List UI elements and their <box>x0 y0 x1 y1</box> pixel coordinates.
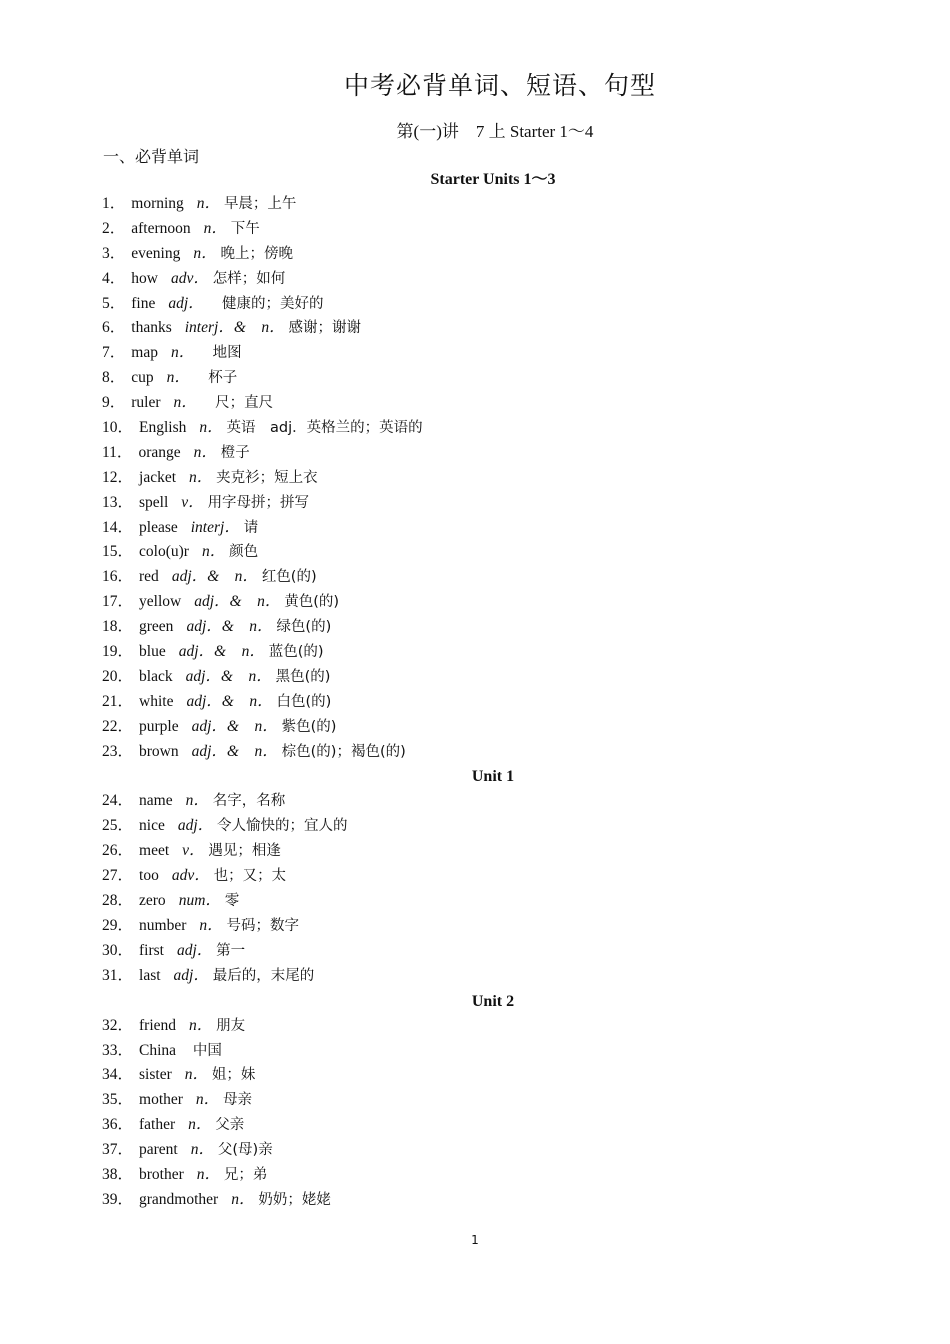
entry-word: jacket <box>139 468 177 486</box>
entry-number: 20． <box>102 667 134 685</box>
entry-word: blue <box>139 643 166 661</box>
vocabulary-entry <box>0 1088 950 1113</box>
entry-number: 7． <box>102 344 126 362</box>
entry-word: brother <box>139 1165 184 1183</box>
vocabulary-entry <box>0 217 950 242</box>
entry-meaning: 请 <box>243 519 259 536</box>
entry-word: English <box>139 419 187 437</box>
entry-meaning: 颜色 <box>229 544 259 561</box>
entry-meaning: 绿色(的) <box>276 619 332 636</box>
entry-part-of-speech: adj．& n． <box>186 692 273 710</box>
page-number: 1 <box>471 1233 479 1247</box>
vocabulary-entry <box>0 864 950 889</box>
entry-part-of-speech: v． <box>182 842 205 860</box>
vocabulary-entry <box>0 292 950 317</box>
entry-number: 11． <box>102 443 133 461</box>
document-title: 中考必背单词、短语、句型 <box>343 71 656 100</box>
entry-number: 10． <box>102 419 134 437</box>
entry-word: sister <box>139 1066 172 1084</box>
entry-part-of-speech: n． <box>199 916 223 934</box>
entry-number: 36． <box>102 1116 134 1134</box>
entry-meaning: 杯子 <box>193 370 238 387</box>
entry-number: 30． <box>102 941 134 959</box>
entry-word: evening <box>131 244 181 262</box>
vocabulary-entry <box>0 491 950 516</box>
vocabulary-entry <box>0 590 950 615</box>
entry-word: afternoon <box>131 219 191 237</box>
entry-number: 38． <box>102 1165 134 1183</box>
entry-part-of-speech: n． <box>189 468 213 486</box>
entry-meaning: 夹克衫；短上衣 <box>216 469 318 486</box>
entry-meaning: 地图 <box>198 345 242 362</box>
entry-word: red <box>139 568 159 586</box>
entry-word: too <box>139 867 159 885</box>
entry-part-of-speech: n． <box>193 443 217 461</box>
entry-word: last <box>139 966 161 984</box>
vocabulary-entry <box>0 466 950 491</box>
entry-number: 9． <box>102 394 126 412</box>
entry-part-of-speech: n． <box>184 1066 208 1084</box>
entry-number: 14． <box>102 518 134 536</box>
vocabulary-entry <box>0 839 950 864</box>
entry-number: 13． <box>102 493 134 511</box>
entry-meaning: 姐；妹 <box>211 1067 256 1084</box>
entry-number: 34． <box>102 1066 134 1084</box>
entry-word: morning <box>131 195 184 212</box>
entry-meaning: 白色(的) <box>276 693 332 710</box>
entry-part-of-speech: n． <box>196 1165 221 1183</box>
entry-word: map <box>131 344 158 362</box>
vocabulary-entry <box>0 1188 950 1213</box>
entry-part-of-speech: adj．& n． <box>191 717 278 735</box>
entry-number: 33． <box>102 1041 134 1059</box>
entry-word: colo(u)r <box>139 543 189 561</box>
vocabulary-entry <box>0 1039 950 1064</box>
vocabulary-entry <box>0 565 950 590</box>
vocabulary-entry <box>0 441 950 466</box>
entry-meaning: 母亲 <box>223 1092 253 1109</box>
vocabulary-entry <box>0 1063 950 1088</box>
entry-number: 3． <box>102 244 126 262</box>
vocabulary-entry <box>0 1014 950 1039</box>
entry-number: 35． <box>102 1091 134 1109</box>
entry-word: thanks <box>131 319 172 337</box>
entry-meaning: 英语 adj．英格兰的；英语的 <box>226 420 423 437</box>
entry-number: 23． <box>102 742 134 760</box>
entry-word: number <box>139 916 187 934</box>
entry-meaning: 父亲 <box>215 1117 245 1134</box>
entry-part-of-speech: n． <box>190 1141 215 1159</box>
vocabulary-entry <box>0 516 950 541</box>
entry-word: meet <box>139 842 170 860</box>
entry-number: 39． <box>102 1190 134 1208</box>
entry-number: 2． <box>102 219 126 237</box>
vocabulary-entry <box>0 615 950 640</box>
entry-part-of-speech: adv． <box>171 867 210 885</box>
entry-meaning: 中国 <box>192 1042 222 1059</box>
entry-number: 18． <box>102 618 134 636</box>
entry-number: 31． <box>102 966 134 984</box>
entry-meaning: 朋友 <box>216 1017 246 1034</box>
entry-word: mother <box>139 1091 183 1109</box>
entry-meaning: 尺；直尺 <box>200 395 274 412</box>
entry-number: 24． <box>102 792 134 810</box>
entry-part-of-speech: adj．& n． <box>194 593 281 611</box>
vocabulary-entry <box>0 939 950 964</box>
entry-part-of-speech: adj．& n． <box>178 643 265 661</box>
vocabulary-entry <box>0 267 950 292</box>
entry-word: purple <box>139 717 179 735</box>
vocabulary-entry <box>0 914 950 939</box>
entry-number: 17． <box>102 593 134 611</box>
entry-meaning: 棕色(的)；褐色(的) <box>281 743 406 760</box>
vocabulary-entry <box>0 640 950 665</box>
vocabulary-entry <box>0 665 950 690</box>
entry-number: 19． <box>102 643 134 661</box>
entry-part-of-speech: n． <box>196 195 221 212</box>
entry-part-of-speech: adv． <box>170 269 209 287</box>
vocabulary-entry <box>0 366 950 391</box>
entry-part-of-speech: adj． <box>168 294 204 312</box>
entry-word: ruler <box>131 394 161 412</box>
unit-heading: Starter Units 1～3 <box>430 171 556 188</box>
vocabulary-entry <box>0 1138 950 1163</box>
entry-meaning: 下午 <box>230 220 260 237</box>
entry-word: fine <box>131 294 156 312</box>
entry-part-of-speech: n． <box>189 1016 213 1034</box>
entry-word: zero <box>139 892 166 910</box>
entry-meaning: 号码；数字 <box>226 917 300 934</box>
section-heading: 一、必背单词 <box>103 147 200 166</box>
entry-number: 12． <box>102 468 134 486</box>
entry-meaning: 最后的，末尾的 <box>212 967 315 984</box>
entry-meaning: 感谢；谢谢 <box>288 320 361 337</box>
entry-meaning: 早晨；上午 <box>223 196 297 212</box>
entry-word: orange <box>138 443 181 461</box>
entry-meaning: 怎样；如何 <box>212 270 286 287</box>
entry-number: 6． <box>102 319 126 337</box>
vocabulary-entry <box>0 316 950 341</box>
entry-part-of-speech: adj．& n． <box>191 742 278 760</box>
entry-word: friend <box>139 1016 177 1034</box>
entry-number: 29． <box>102 916 134 934</box>
entry-meaning: 第一 <box>216 942 246 959</box>
entry-number: 5． <box>102 294 126 312</box>
entry-part-of-speech: adj． <box>176 941 213 959</box>
entry-number: 21． <box>102 692 134 710</box>
entry-number: 32． <box>102 1016 134 1034</box>
entry-meaning: 紫色(的) <box>281 718 337 735</box>
entry-part-of-speech: n． <box>201 543 226 561</box>
entry-part-of-speech: n． <box>173 394 197 412</box>
entry-part-of-speech: adj． <box>177 817 214 835</box>
entry-meaning: 也；又；太 <box>213 868 287 885</box>
entry-word: China <box>139 1041 177 1059</box>
entry-meaning: 名字，名称 <box>212 793 286 810</box>
entry-word: nice <box>139 817 165 835</box>
entry-meaning: 用字母拼；拼写 <box>207 494 310 511</box>
entry-number: 37． <box>102 1141 134 1159</box>
entry-number: 22． <box>102 717 134 735</box>
entry-meaning: 红色(的) <box>261 569 317 586</box>
entry-part-of-speech: n． <box>188 1116 212 1134</box>
entry-meaning: 蓝色(的) <box>268 644 324 661</box>
vocabulary-entry <box>0 1113 950 1138</box>
entry-word: how <box>131 269 158 287</box>
entry-meaning: 遇见；相逢 <box>208 843 281 860</box>
entry-number: 27． <box>102 867 134 885</box>
entry-meaning: 兄；弟 <box>223 1166 268 1183</box>
vocabulary-entry <box>0 814 950 839</box>
entry-word: white <box>139 692 174 710</box>
entry-word: father <box>139 1116 176 1134</box>
unit-heading: Unit 2 <box>471 992 515 1010</box>
vocabulary-entry <box>0 1163 950 1188</box>
entry-meaning: 健康的；美好的 <box>207 295 324 312</box>
vocabulary-entry <box>0 740 950 765</box>
unit-heading: Unit 1 <box>471 768 515 786</box>
vocabulary-entry <box>0 690 950 715</box>
vocabulary-entry <box>0 341 950 366</box>
vocabulary-list <box>0 167 950 1213</box>
vocabulary-entry <box>0 242 950 267</box>
entry-meaning: 黄色(的) <box>284 594 340 611</box>
entry-part-of-speech: n． <box>199 419 223 437</box>
vocabulary-entry <box>0 789 950 814</box>
vocabulary-entry <box>0 416 950 441</box>
entry-meaning: 父(母)亲 <box>217 1142 273 1159</box>
entry-part-of-speech: num． <box>178 892 221 910</box>
entry-number: 28． <box>102 892 134 910</box>
entry-part-of-speech: n． <box>231 1190 255 1208</box>
entry-meaning: 黑色(的) <box>275 668 331 685</box>
entry-part-of-speech: n． <box>195 1091 220 1109</box>
entry-part-of-speech: adj．& n． <box>186 618 273 636</box>
entry-part-of-speech: v． <box>181 493 204 511</box>
entry-part-of-speech: interj． <box>190 518 240 536</box>
entry-part-of-speech: adj． <box>173 966 209 984</box>
entry-word: name <box>139 792 173 810</box>
entry-number: 8． <box>102 369 126 387</box>
entry-word: cup <box>131 369 154 387</box>
entry-part-of-speech: n． <box>193 244 217 262</box>
entry-meaning: 零 <box>224 893 240 910</box>
entry-word: brown <box>139 742 179 760</box>
entry-part-of-speech: interj．& n． <box>184 319 285 337</box>
vocabulary-entry <box>0 540 950 565</box>
entry-part-of-speech: adj．& n． <box>171 568 258 586</box>
entry-word: please <box>139 518 178 536</box>
entry-word: yellow <box>139 593 182 611</box>
entry-number: 1． <box>102 195 126 212</box>
entry-number: 25． <box>102 817 134 835</box>
entry-word: black <box>139 667 173 685</box>
vocabulary-entry <box>0 715 950 740</box>
entry-word: parent <box>139 1141 178 1159</box>
vocabulary-entry <box>0 964 950 989</box>
entry-word: spell <box>139 493 169 511</box>
entry-number: 16． <box>102 568 134 586</box>
entry-meaning: 奶奶；姥姥 <box>258 1191 331 1208</box>
entry-meaning: 橙子 <box>220 444 250 461</box>
lesson-subtitle: 第(一)讲 7 上 Starter 1～4 <box>396 122 594 141</box>
entry-word: first <box>139 941 164 959</box>
entry-word: grandmother <box>139 1190 219 1208</box>
entry-number: 26． <box>102 842 134 860</box>
entry-number: 15． <box>102 543 134 561</box>
vocabulary-entry <box>0 889 950 914</box>
entry-part-of-speech: n． <box>185 792 209 810</box>
entry-meaning: 令人愉快的；宜人的 <box>217 818 348 835</box>
entry-part-of-speech: n． <box>170 344 195 362</box>
entry-number: 4． <box>102 269 126 287</box>
vocabulary-entry <box>0 192 950 217</box>
vocabulary-entry <box>0 391 950 416</box>
entry-part-of-speech: adj．& n． <box>185 667 272 685</box>
entry-word: green <box>139 618 174 636</box>
entry-part-of-speech: n． <box>166 369 190 387</box>
entry-part-of-speech: n． <box>203 219 227 237</box>
entry-meaning: 晚上；傍晚 <box>220 245 293 262</box>
